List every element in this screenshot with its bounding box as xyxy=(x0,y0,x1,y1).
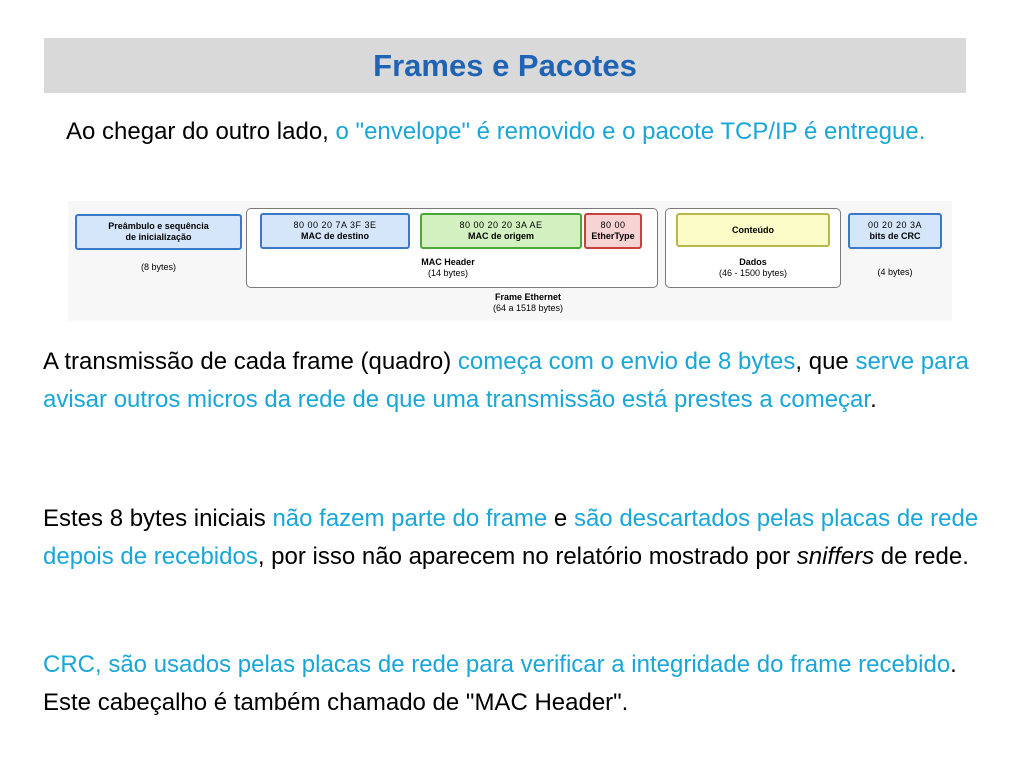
mac-header-caption xyxy=(368,257,528,279)
content-label: Conteúdo xyxy=(732,224,774,235)
frame-label: Frame Ethernet xyxy=(494,292,562,302)
mac-origin-hex: 80 00 20 20 3A AE xyxy=(459,220,543,230)
p2-text-3: . xyxy=(870,386,877,413)
preamble-label-1: Preâmbulo e sequência xyxy=(108,221,209,231)
p3-highlight-1: não fazem parte do frame xyxy=(272,505,548,532)
data-label: Dados xyxy=(739,257,767,267)
content-box xyxy=(676,213,830,247)
ethertype-hex: 80 00 xyxy=(600,220,626,230)
data-caption xyxy=(676,257,830,279)
paragraph-envelope xyxy=(66,113,986,151)
crc-label: bits de CRC xyxy=(869,231,921,241)
p2-highlight-2: serve para avisar outros micros da rede de que uma transmissão está prestes a começar xyxy=(43,348,969,413)
paragraph-transmission xyxy=(43,343,1003,419)
p1-highlight: o "envelope" é removido e o pacote TCP/IP é entregue. xyxy=(335,118,926,145)
ethernet-frame-diagram xyxy=(68,201,952,321)
p3-emphasis: sniffers xyxy=(796,543,875,570)
p3-text-4: de rede. xyxy=(874,543,969,570)
mac-destination-label: MAC de destino xyxy=(300,231,369,241)
slide-title: Frames e Pacotes xyxy=(373,47,637,83)
ethertype-label: EtherType xyxy=(591,231,635,241)
crc-hex: 00 20 20 3A xyxy=(867,220,923,230)
p3-highlight-2: são descartados pelas placas de rede depois de recebidos xyxy=(43,505,979,570)
p2-text-2: , que xyxy=(795,348,856,375)
preamble-label-2: de inicialização xyxy=(125,232,192,242)
data-size: (46 - 1500 bytes) xyxy=(718,268,788,278)
mac-origin-box xyxy=(420,213,582,249)
mac-destination-hex: 80 00 20 7A 3F 3E xyxy=(293,220,377,230)
p3-text-1: Estes 8 bytes iniciais xyxy=(43,505,273,532)
preamble-box xyxy=(75,214,242,250)
mac-origin-label: MAC de origem xyxy=(467,231,534,241)
ethertype-box xyxy=(584,213,642,249)
paragraph-crc xyxy=(43,646,1003,722)
p3-text-2: e xyxy=(547,505,574,532)
p3-text-3: , por isso não aparecem no relatório mostrado por xyxy=(257,543,797,570)
mac-header-label: MAC Header xyxy=(421,257,475,267)
crc-size: (4 bytes) xyxy=(877,267,913,277)
p1-text: Ao chegar do outro lado, xyxy=(66,118,336,145)
paragraph-initial-bytes xyxy=(43,500,1003,576)
p4-text-1: . Este cabeçalho é também chamado de "MAC Header". xyxy=(43,651,957,716)
frame-size: (64 a 1518 bytes) xyxy=(492,303,564,313)
p4-highlight-1: CRC, são usados pelas placas de rede para verificar a integridade do frame recebido xyxy=(43,651,951,678)
p2-highlight-1: começa com o envio de 8 bytes xyxy=(457,348,796,375)
crc-box xyxy=(848,213,942,249)
title-bar xyxy=(44,38,966,93)
mac-destination-box xyxy=(260,213,410,249)
p2-text-1: A transmissão de cada frame (quadro) xyxy=(43,348,458,375)
mac-header-size: (14 bytes) xyxy=(427,268,469,278)
frame-caption xyxy=(448,292,608,314)
preamble-size: (8 bytes) xyxy=(140,262,176,272)
